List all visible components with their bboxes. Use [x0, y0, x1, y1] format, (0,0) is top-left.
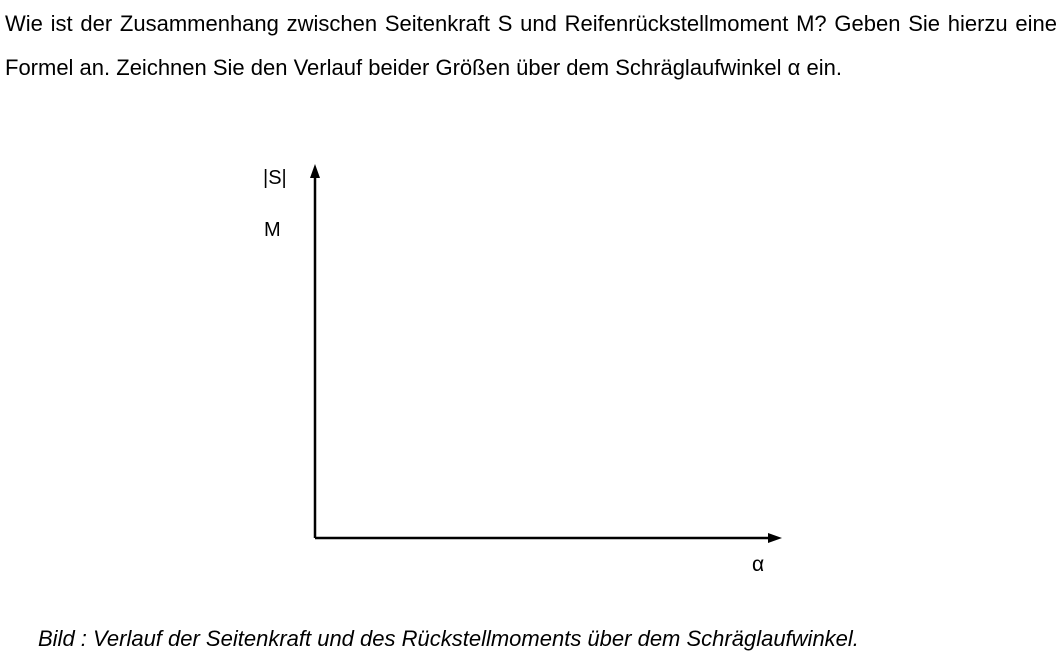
x-axis-label-slip-angle: α — [752, 553, 765, 576]
x-axis-arrowhead — [768, 533, 782, 543]
y-axis-label-side-force: |S| — [263, 167, 287, 189]
question-text: Wie ist der Zusammenhang zwischen Seitenkraft S und Reifenrückstellmoment M? Geben Sie hierzu eine Formel an. Zeichnen Sie den Verlauf beider Größen über dem Schräglaufwinkel α ein. — [5, 11, 1057, 80]
y-axis-label-moment: M — [264, 219, 281, 241]
y-axis-arrowhead — [310, 164, 320, 178]
figure-caption: Bild : Verlauf der Seitenkraft und des Rückstellmoments über dem Schräglaufwinkel. — [38, 626, 859, 651]
